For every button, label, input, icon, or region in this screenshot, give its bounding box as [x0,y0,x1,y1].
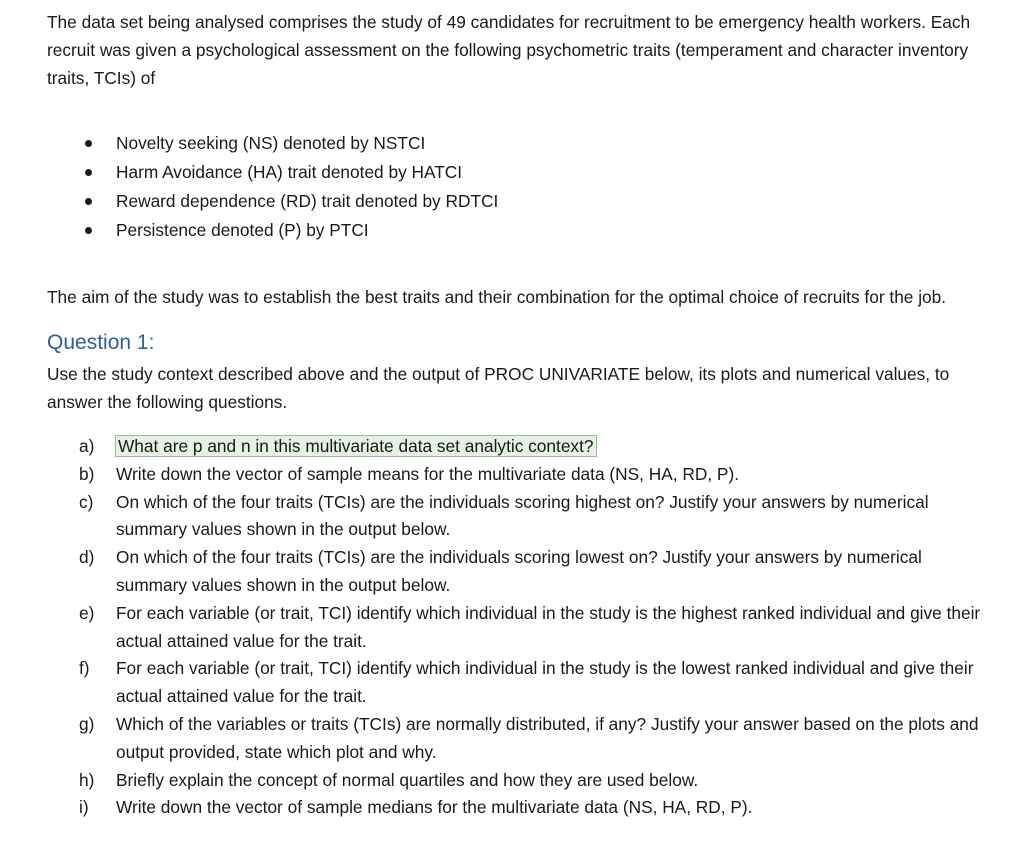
question-text: Briefly explain the concept of normal quartiles and how they are used below. [116,769,699,790]
document-page [47,8,987,822]
question-text: Write down the vector of sample means for the multivariate data (NS, HA, RD, P). [116,463,740,484]
question-item [47,461,987,489]
question-marker: e) [79,602,95,623]
list-item-text: Novelty seeking (NS) denoted by NSTCI [116,133,426,153]
selected-question-text[interactable]: What are p and n in this multivariate data set analytic context? [118,436,594,456]
list-item [47,129,987,158]
question-marker: b) [79,463,95,484]
list-item-text: Reward dependence (RD) trait denoted by RDTCI [116,191,499,211]
question-text: On which of the four traits (TCIs) are the individuals scoring lowest on? Justify your answers by numerical summary values shown in the output below. [116,547,922,595]
aim-paragraph: The aim of the study was to establish the best traits and their combination for the optimal choice of recruits for the job. [47,287,947,307]
list-item [47,158,987,187]
question-intro: Use the study context described above and the output of PROC UNIVARIATE below, its plots and numerical values, to answer the following questions. [47,364,950,412]
question-item [47,711,987,767]
question-item [47,794,987,822]
question-marker: d) [79,547,95,568]
question-text: For each variable (or trait, TCI) identify which individual in the study is the lowest ranked individual and give their actual attained value for the trait. [116,658,974,707]
list-item [47,216,987,245]
question-marker: f) [79,658,90,679]
question-item [47,489,987,545]
question-text: On which of the four traits (TCIs) are the individuals scoring highest on? Justify your answers by numerical summary values shown in the output below. [116,491,929,540]
question-item [47,600,987,656]
bullet-icon [85,198,92,205]
traits-list [47,129,987,245]
bullet-icon [85,227,92,234]
question-heading: Question 1: [47,331,155,354]
list-item-text: Harm Avoidance (HA) trait denoted by HATCI [116,162,463,182]
question-marker: a) [79,436,95,456]
list-item-text: Persistence denoted (P) by PTCI [116,220,369,240]
question-text: Which of the variables or traits (TCIs) are normally distributed, if any? Justify your answer based on the plots and output provided, state which plot and why. [116,713,979,762]
bullet-icon [85,169,92,176]
questions-list [47,433,987,822]
bullet-icon [85,140,92,147]
question-item [47,655,987,711]
question-marker: g) [79,713,95,734]
question-item [47,767,987,795]
question-marker: i) [79,797,89,818]
question-item [47,544,987,600]
question-marker: h) [79,769,95,790]
intro-paragraph: The data set being analysed comprises the study of 49 candidates for recruitment to be emergency health workers. Each recruit was given a psychological assessment on the following psychometric traits (temperament and character inventory traits, TCIs) of [47,12,971,88]
list-item [47,187,987,216]
question-marker: c) [79,491,94,512]
question-item [47,433,987,461]
question-text: For each variable (or trait, TCI) identify which individual in the study is the highest ranked individual and give their actual attained value for the trait. [116,602,981,651]
question-text: Write down the vector of sample medians for the multivariate data (NS, HA, RD, P). [116,797,753,818]
